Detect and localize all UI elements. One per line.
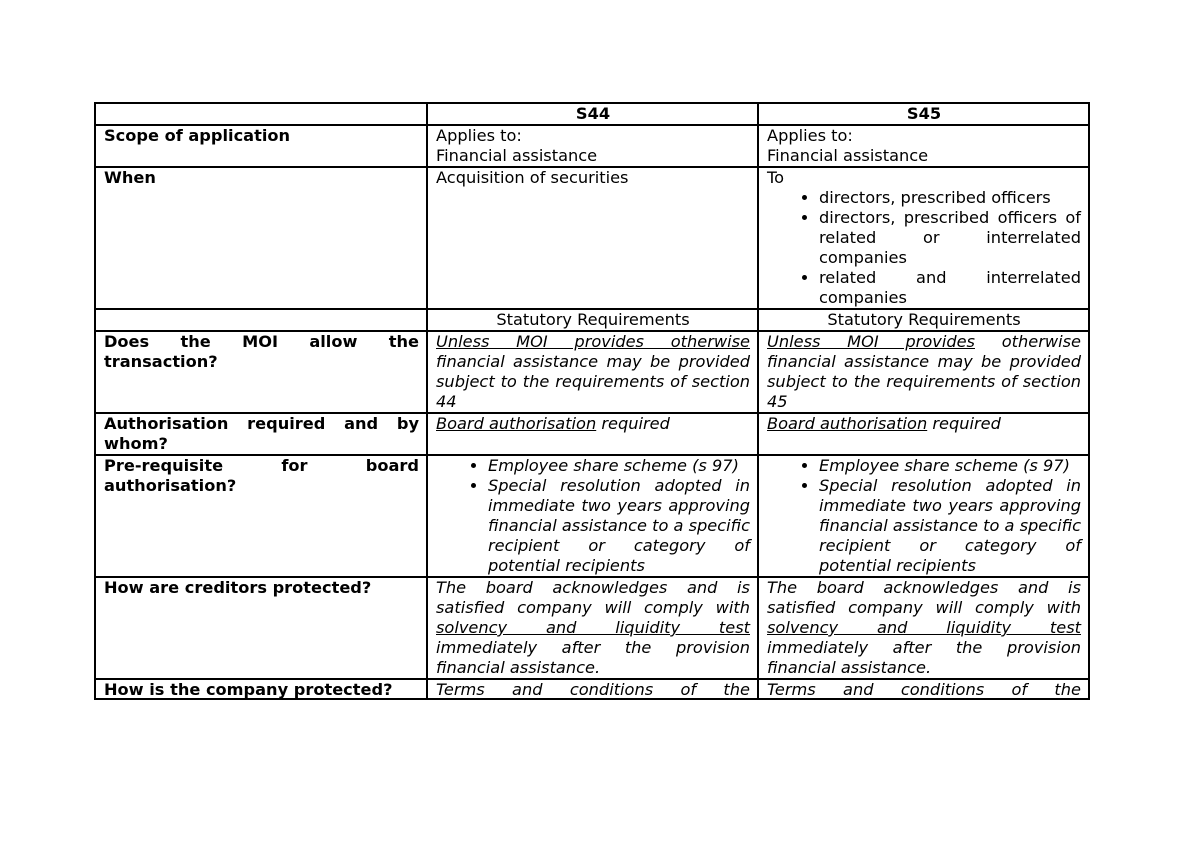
auth-s44-underlined: Board authorisation [436,414,597,433]
table-row-authorisation [95,413,1089,455]
auth-s45-underlined: Board authorisation [767,414,928,433]
table-row-moi [95,331,1089,413]
row-label-company [95,679,427,699]
list-item: • related and interrelated companies [819,268,1081,308]
scope-s45-line2: Financial assistance [767,146,929,165]
prerequisite-s44-list [436,456,750,576]
cell-when-s44: Acquisition of securities [427,167,758,309]
table-row-creditors [95,577,1089,679]
creditors-s45-post: immediately after the provision financial assistance. [767,638,1081,677]
creditors-s45-pre: The board acknowledges and is satisfied company will comply with [767,578,1081,617]
moi-s45-text: otherwise financial assistance may be provided subject to the requirements of section 45 [767,332,1081,411]
list-item: • directors, prescribed officers of related or interrelated companies [819,208,1081,268]
comparison-table [94,102,1090,700]
cell-authorisation-s45 [758,413,1089,455]
cell-creditors-s45 [758,577,1089,679]
cell-creditors-s44 [427,577,758,679]
header-empty-cell [95,103,427,125]
table-row-prerequisite [95,455,1089,577]
list-item: • Employee share scheme (s 97) [488,456,750,476]
creditors-s44-post: immediately after the provision financial assistance. [436,638,750,677]
cell-moi-s44 [427,331,758,413]
cell-company-s44 [427,679,758,699]
moi-s45-underlined: Unless MOI provides [767,332,975,351]
list-item: • directors, prescribed officers [819,188,1081,208]
scope-s44-line2: Financial assistance [436,146,598,165]
cell-company-s45 [758,679,1089,699]
company-label-text: How is the company protected? [104,680,393,698]
row-label-authorisation: Authorisation required and by whom? [95,413,427,455]
auth-s44-text: required [596,414,670,433]
header-s45: S45 [758,103,1089,125]
cell-moi-s45 [758,331,1089,413]
when-s45-intro: To [767,168,785,187]
list-item: • Employee share scheme (s 97) [819,456,1081,476]
scope-s44-line1: Applies to: [436,126,522,145]
row-label-moi: Does the MOI allow the transaction? [95,331,427,413]
row-label-when: When [95,167,427,309]
cell-authorisation-s44 [427,413,758,455]
table-row-statutory [95,309,1089,331]
creditors-s45-underlined: solvency and liquidity test [767,618,1081,637]
table-row-company [95,679,1089,699]
scope-s45-line1: Applies to: [767,126,853,145]
table-header-row [95,103,1089,125]
when-s45-list [767,188,1081,308]
statutory-heading-s45: Statutory Requirements [758,309,1089,331]
moi-s44-underlined: Unless MOI provides otherwise [436,332,750,351]
list-item: • Special resolution adopted in immediate two years approving financial assistance to a specific recipient or category of potential recipients [819,476,1081,576]
cell-scope-s45 [758,125,1089,167]
company-s44-text: Terms and conditions of the [436,680,750,698]
row-label-prerequisite: Pre-requisite for board authorisation? [95,455,427,577]
moi-s44-text: financial assistance may be provided subject to the requirements of section 44 [436,352,750,411]
header-s44: S44 [427,103,758,125]
cell-prerequisite-s44 [427,455,758,577]
creditors-s44-pre: The board acknowledges and is satisfied company will comply with [436,578,750,617]
cell-scope-s44 [427,125,758,167]
statutory-heading-s44: Statutory Requirements [427,309,758,331]
prerequisite-s45-list [767,456,1081,576]
table-row-scope [95,125,1089,167]
cell-when-s45 [758,167,1089,309]
statutory-empty-cell [95,309,427,331]
table-row-when [95,167,1089,309]
auth-s45-text: required [927,414,1001,433]
row-label-creditors: How are creditors protected? [95,577,427,679]
cell-prerequisite-s45 [758,455,1089,577]
list-item: • Special resolution adopted in immediate two years approving financial assistance to a specific recipient or category of potential recipients [488,476,750,576]
company-s45-text: Terms and conditions of the [767,680,1081,698]
row-label-scope: Scope of application [95,125,427,167]
creditors-s44-underlined: solvency and liquidity test [436,618,750,637]
